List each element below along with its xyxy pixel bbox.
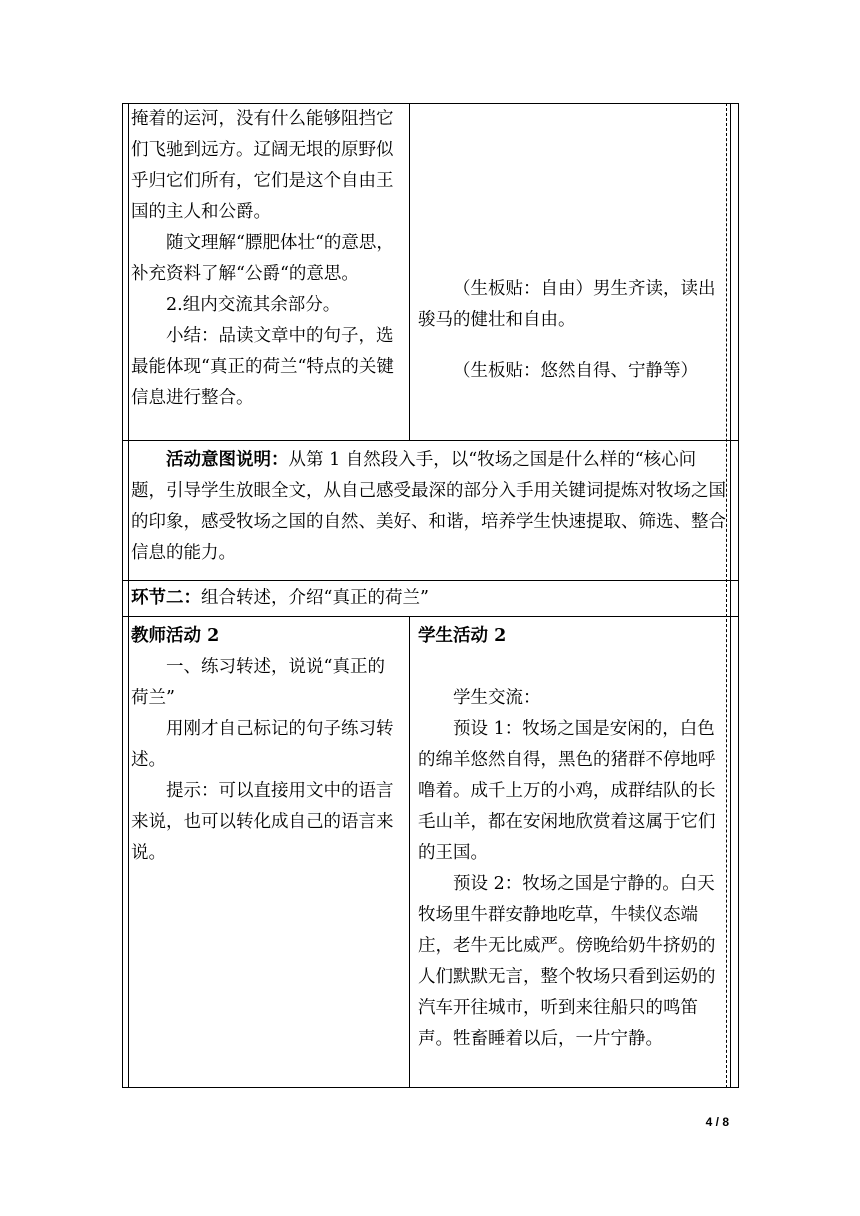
paragraph: 预设 1：牧场之国是安闲的，白色的绵羊悠然自得，黑色的猪群不停地呼噜着。成千上万的小鸡，成群结队的长毛山羊，都在安闲地欣赏着这属于它们的王国。	[418, 719, 716, 863]
teacher-heading: 教师活动 2	[131, 626, 220, 646]
table-row	[123, 617, 739, 1088]
paragraph: 用刚才自己标记的句子练习转述。	[131, 719, 394, 770]
paragraph: （生板贴：自由）男生齐读，读出骏马的健壮和自由。	[418, 279, 716, 330]
paragraph: 小结：品读文章中的句子，选最能体现“真正的荷兰“特点的关键信息进行整合。	[131, 326, 394, 408]
paragraph: 随文理解“膘肥体壮“的意思，补充资料了解“公爵“的意思。	[131, 233, 394, 284]
section-title: 组合转述，介绍“真正的荷兰”	[201, 588, 429, 608]
paragraph: 预设 2：牧场之国是宁静的。白天牧场里牛群安静地吃草，牛犊仪态端庄，老牛无比威严。傍晚给奶牛挤奶的人们默默无言，整个牧场只看到运奶的汽车开往城市，听到来往船只的鸣笛声。牲畜睡着以后，一片宁静。	[418, 874, 716, 1049]
lesson-plan-table	[122, 103, 739, 1088]
section-cell	[123, 581, 739, 617]
page-number: 4 / 8	[705, 1115, 729, 1129]
section-label: 环节二：	[131, 588, 201, 608]
paragraph: 学生交流：	[453, 688, 541, 708]
paragraph: （生板贴：悠然自得、宁静等）	[453, 361, 698, 381]
paragraph: 掩着的运河，没有什么能够阻挡它们飞驰到远方。辽阔无垠的原野似乎归它们所有，它们是这个自由王国的主人和公爵。	[131, 109, 394, 222]
student-heading: 学生活动 2	[418, 626, 507, 646]
intent-text: 从第 1 自然段入手，以“牧场之国是什么样的“核心问题，引导学生放眼全文，从自己感受最深的部分入手用关键词提炼对牧场之国的印象，感受牧场之国的自然、美好、和谐，培养学生快速提取、筛选、整合信息的能力。	[131, 450, 726, 563]
table-row	[123, 104, 739, 441]
intent-label: 活动意图说明：	[166, 450, 289, 470]
intent-cell	[123, 441, 739, 581]
teacher-cell	[123, 617, 410, 1088]
table-row	[123, 581, 739, 617]
paragraph: 提示：可以直接用文中的语言来说，也可以转化成自己的语言来说。	[131, 781, 394, 863]
left-cell	[123, 104, 410, 441]
table-row	[123, 441, 739, 581]
student-cell	[410, 617, 739, 1088]
right-cell	[410, 104, 739, 441]
paragraph: 一、练习转述，说说“真正的荷兰”	[131, 657, 385, 708]
paragraph: 2.组内交流其余部分。	[166, 295, 341, 315]
